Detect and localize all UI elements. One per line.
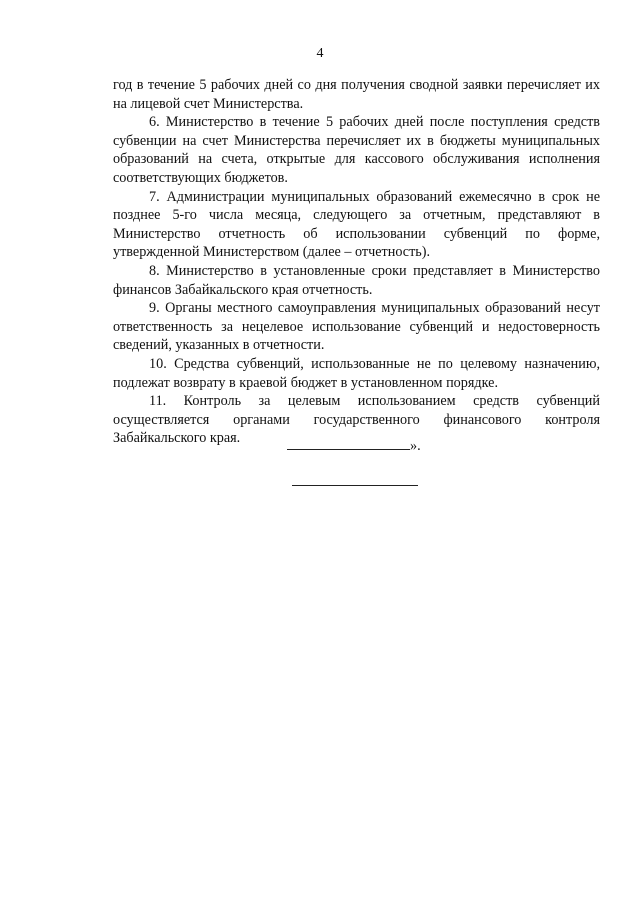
- page-number: 4: [316, 46, 324, 61]
- paragraph-9: 9. Органы местного самоуправления муниципальных образований несут ответственность за нецелевое использование субвенций и недостоверность сведений, указанных в отчетности.: [113, 300, 600, 354]
- paragraph-6: 6. Министерство в течение 5 рабочих дней после поступления средств субвенции на счет Министерства перечисляет их в бюджеты муниципальных образований на счета, открытые для кассового обслуживания исполнения соответствующих бюджетов.: [113, 114, 600, 186]
- paragraph-10: 10. Средства субвенций, использованные не по целевому назначению, подлежат возврату в краевой бюджет в установленном порядке.: [113, 355, 600, 391]
- document-body: [113, 76, 600, 448]
- closing-rule: [287, 436, 410, 450]
- paragraph-continuation: год в течение 5 рабочих дней со дня получения сводной заявки перечисляет их на лицевой счет Министерства.: [113, 77, 600, 112]
- document-end-rule: [292, 485, 418, 486]
- paragraph-11: 11. Контроль за целевым использованием средств субвенций осуществляется органами государственного финансового контроля Забайкальского края.: [113, 393, 600, 447]
- paragraph-7: 7. Администрации муниципальных образований ежемесячно в срок не позднее 5-го числа месяца, следующего за отчетным, представляют в Министерство отчетность об использовании субвенций по форме, утвержденной Министерством (далее – отчетность).: [113, 188, 600, 261]
- closing-mark: [287, 436, 421, 455]
- paragraph-8: 8. Министерство в установленные сроки представляет в Министерство финансов Забайкальского края отчетность.: [113, 262, 600, 298]
- closing-quote: ».: [410, 438, 421, 454]
